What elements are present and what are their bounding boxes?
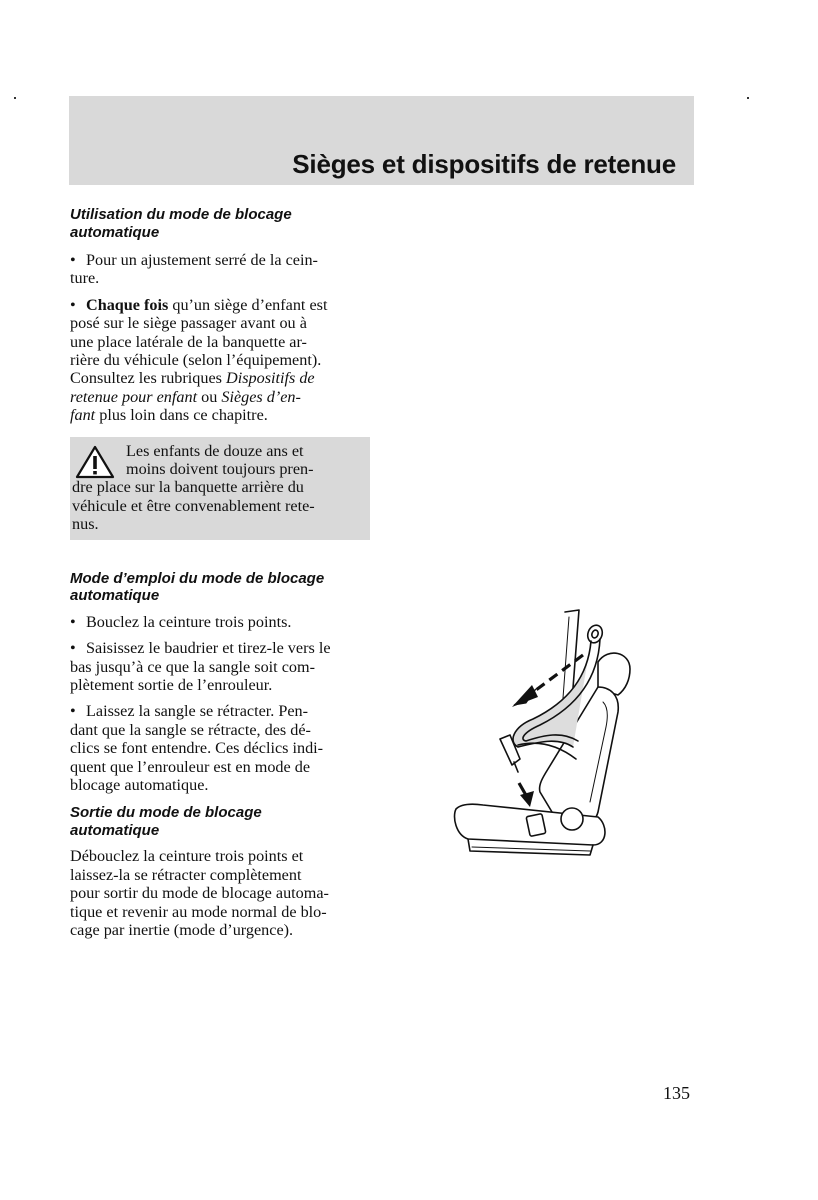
warning-box — [70, 437, 370, 540]
list-item: • Chaque fois qu’un siège d’enfant est posé sur le siège passager avant ou à une place latérale de la banquette ar- rière du véhicule (selon l’équipement). Consultez les rubriques Dispositifs de retenue pour enfant ou Sièges d’en- fant plus loin dans ce chapitre. — [70, 295, 328, 425]
chapter-title: Sièges et dispositifs de retenue — [292, 149, 676, 179]
list-item: • Pour un ajustement serré de la cein- ture. — [70, 251, 318, 288]
list-item: • Bouclez la ceinture trois points. — [70, 612, 292, 631]
seatbelt-illustration — [448, 607, 638, 862]
warning-text: Les enfants de douze ans et moins doivent toujours pren- dre place sur la banquette arrière du véhicule et être convenablement rete- nus. — [72, 441, 315, 534]
bullet-glyph: • — [70, 612, 76, 631]
crop-mark-right — [747, 97, 749, 99]
warning-triangle-icon — [75, 445, 115, 479]
section-heading-usage: Mode d’emploi du mode de blocage automatique — [70, 569, 325, 605]
recliner-knob — [561, 808, 583, 830]
belt-buckle — [526, 814, 546, 837]
section-heading-activation: Utilisation du mode de blocage automatique — [70, 206, 292, 241]
buckle-arrow-head — [520, 791, 534, 807]
main-column — [70, 206, 372, 939]
page-number: 135 — [663, 1083, 690, 1103]
belt-anchor — [585, 623, 604, 645]
list-item: • Laissez la sangle se rétracter. Pen- dant que la sangle se rétracte, des dé- clics se font entendre. Ces déclics indi- quent que l’enrouleur est en mode de blocage automatique. — [70, 702, 324, 794]
list-item: • Saisissez le baudrier et tirez-le vers le bas jusqu’à ce que la sangle soit com- plètement sortie de l’enrouleur. — [70, 639, 331, 694]
bullet-glyph: • — [70, 251, 76, 269]
section-heading-exit: Sortie du mode de blocage automatique — [70, 804, 262, 839]
crop-mark-left — [14, 97, 16, 99]
bullet-glyph: • — [70, 702, 76, 721]
paragraph: Débouclez la ceinture trois points et laissez-la se rétracter complètement pour sortir du mode de blocage automa- tique et revenir au mode normal de blo- cage par inertie (mode d’urgence). — [70, 847, 329, 939]
bullet-glyph: • — [70, 639, 76, 658]
bullet-glyph: • — [70, 295, 76, 314]
chapter-header — [69, 96, 694, 185]
